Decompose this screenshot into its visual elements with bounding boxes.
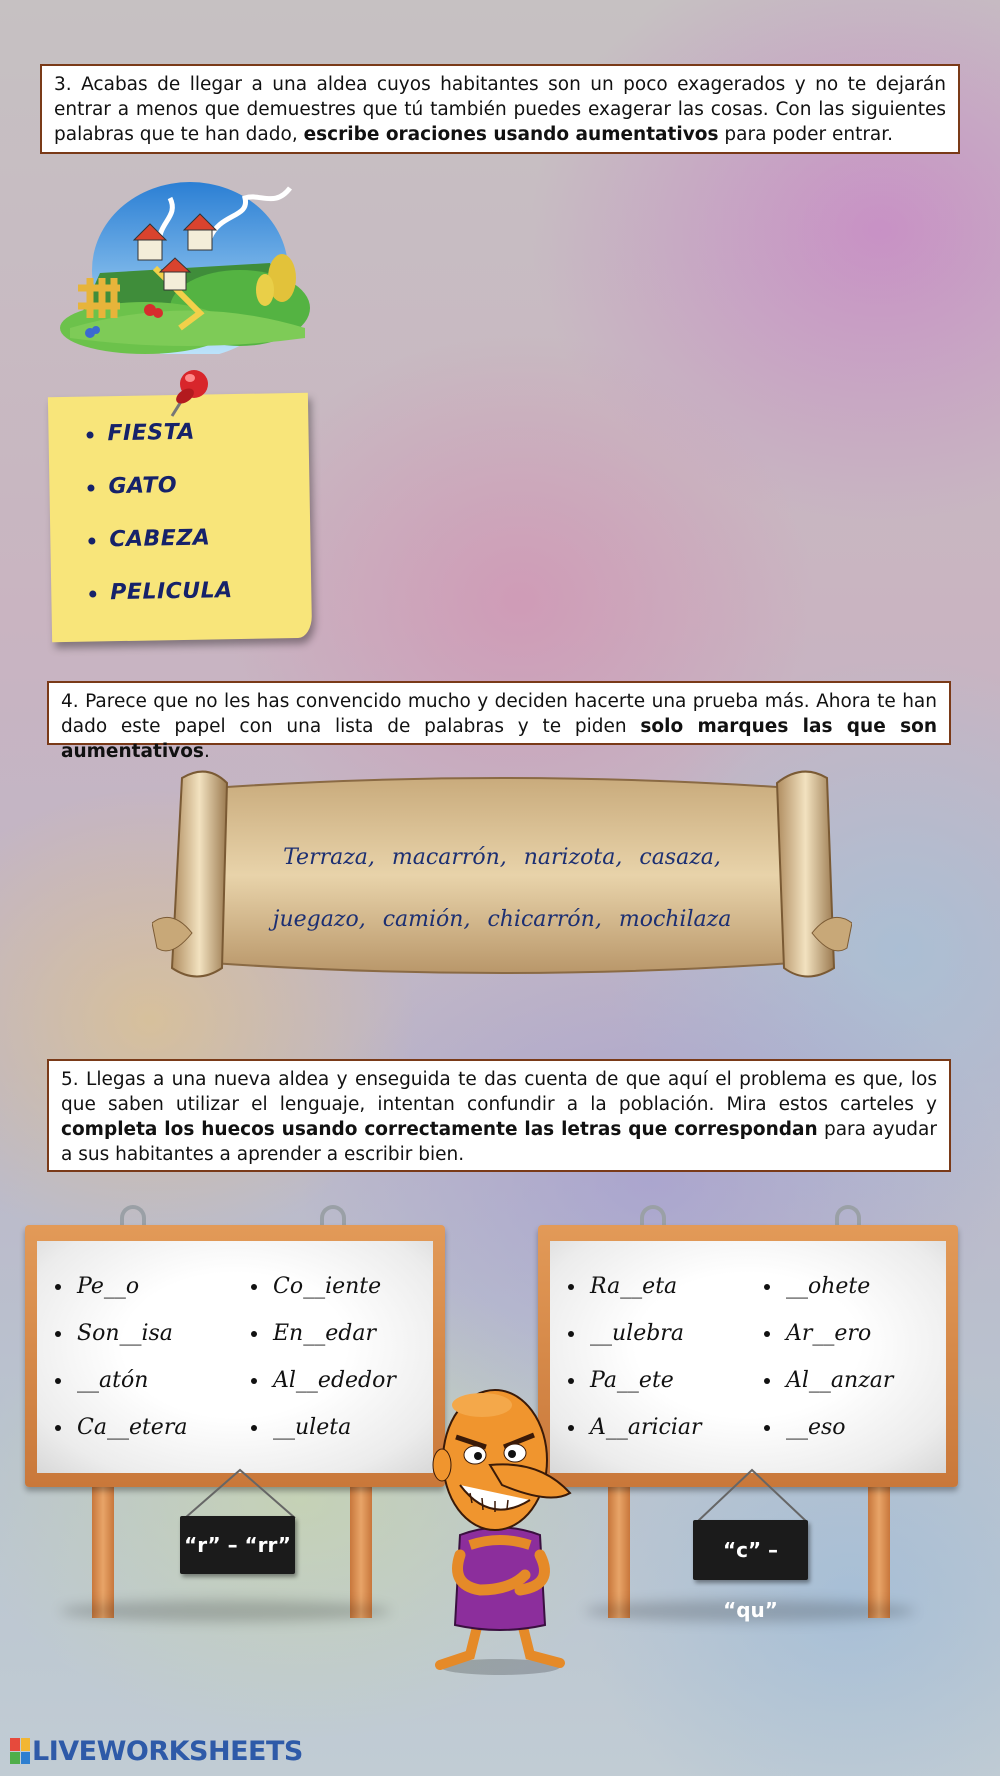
- bullet-icon: [568, 1284, 574, 1290]
- board-shadow: [60, 1600, 390, 1622]
- parchment-scroll: [152, 763, 852, 988]
- bullet-icon: [764, 1284, 770, 1290]
- word-label: Co__iente: [273, 1274, 382, 1299]
- bullet-icon: [568, 1378, 574, 1384]
- bullet-icon: [55, 1378, 61, 1384]
- word-label: A__ariciar: [590, 1415, 702, 1440]
- list-item: [568, 1404, 764, 1451]
- scroll-shape: [152, 763, 852, 988]
- sign-string-icon: [180, 1468, 300, 1520]
- list-item: [86, 415, 309, 472]
- list-item: [55, 1404, 251, 1451]
- bullet-icon: [764, 1331, 770, 1337]
- bullet-icon: [251, 1331, 257, 1337]
- word-label: Al__ededor: [273, 1368, 396, 1393]
- exercise-3-text: 3. Acabas de llegar a una aldea cuyos habitantes son un poco exagerados y no te dejarán entrar a menos que demuestres que tú también puedes exagerar las cosas. Con las siguientes palabras que te han dado,: [54, 74, 946, 145]
- word-label: Son__isa: [77, 1321, 173, 1346]
- bullet-icon: [55, 1284, 61, 1290]
- board-left: [25, 1225, 445, 1487]
- logo-text: LIVEWORKSHEETS: [32, 1735, 303, 1767]
- bullet-icon: [251, 1284, 257, 1290]
- list-item: [568, 1263, 764, 1310]
- list-item: [55, 1357, 251, 1404]
- liveworksheets-logo: [10, 1736, 303, 1766]
- pushpin-icon: [168, 362, 218, 418]
- list-item: [764, 1263, 953, 1310]
- bullet-icon: [764, 1378, 770, 1384]
- word-label: __atón: [77, 1368, 149, 1393]
- board-left-leg: [92, 1480, 114, 1618]
- list-item: [55, 1263, 251, 1310]
- board-left-leg: [350, 1480, 372, 1618]
- list-item: [764, 1310, 953, 1357]
- list-item: [89, 574, 312, 631]
- list-item: [251, 1357, 440, 1404]
- word-label: Pa__ete: [590, 1368, 674, 1393]
- exercise-5-bold-text: completa los huecos usando correctamente las letras que correspondan: [61, 1119, 818, 1140]
- word-label: CABEZA: [109, 525, 211, 553]
- bullet-icon: [251, 1425, 257, 1431]
- word-label: Pe__o: [77, 1274, 140, 1299]
- list-item: [251, 1310, 440, 1357]
- sign-right: “c” – “qu”: [693, 1520, 808, 1580]
- exercise-4-instructions: [47, 681, 951, 762]
- logo-mark-icon: [10, 1738, 30, 1764]
- bullet-icon: [88, 537, 95, 544]
- word-label: __eso: [786, 1415, 846, 1440]
- exercise-5-text-end: para ayudar a sus habitantes a aprender a escribir bien.: [61, 1119, 937, 1165]
- sign-left: “r” – “rr”: [180, 1516, 295, 1574]
- exercise-3-bold-text: escribe oraciones usando aumentativos: [303, 124, 719, 145]
- board-right-words: [568, 1263, 953, 1451]
- exercise-5-text: 5. Llegas a una nueva aldea y enseguida te das cuenta de que aquí el problema es que, los que saben utilizar el lenguaje, intentan confundir a la población. Mira estos carteles y: [61, 1069, 937, 1115]
- board-right-leg: [608, 1480, 630, 1618]
- mischievous-character-illustration: [420, 1385, 590, 1675]
- bullet-icon: [55, 1425, 61, 1431]
- sticky-note-items: [48, 393, 312, 632]
- exercise-4-text: 4. Parece que no les has convencido mucho y deciden hacerte una prueba más. Ahora te han dado este papel con una lista de palabras y te piden: [61, 691, 937, 737]
- exercise-4-bold-text: solo marques las que son aumentativos: [61, 716, 937, 762]
- word-label: __uleta: [273, 1415, 352, 1440]
- word-label: Al__anzar: [786, 1368, 894, 1393]
- word-label: GATO: [108, 473, 178, 500]
- list-item: [568, 1357, 764, 1404]
- word-label: __ohete: [786, 1274, 871, 1299]
- word-label: En__edar: [273, 1321, 376, 1346]
- scroll-line-1: Terraza, macarrón, narizota, casaza,: [283, 845, 721, 870]
- list-item: [568, 1310, 764, 1357]
- bullet-icon: [55, 1331, 61, 1337]
- exercise-3-text-end: para poder entrar.: [718, 124, 894, 145]
- bullet-icon: [86, 431, 93, 438]
- word-label: __ulebra: [590, 1321, 684, 1346]
- board-right: [538, 1225, 958, 1487]
- board-left-words: [55, 1263, 440, 1451]
- bullet-icon: [251, 1378, 257, 1384]
- list-item: [764, 1404, 953, 1451]
- bullet-icon: [568, 1331, 574, 1337]
- exercise-4-text-end: .: [203, 741, 210, 762]
- list-item: [764, 1357, 953, 1404]
- bullet-icon: [89, 590, 96, 597]
- exercise-3-instructions: [40, 64, 960, 154]
- bullet-icon: [764, 1425, 770, 1431]
- village-illustration: [60, 178, 310, 354]
- word-label: FIESTA: [107, 419, 196, 447]
- list-item: [251, 1404, 440, 1451]
- list-item: [251, 1263, 440, 1310]
- word-label: Ca__etera: [77, 1415, 188, 1440]
- word-label: Ar__ero: [786, 1321, 872, 1346]
- word-label: PELICULA: [110, 578, 233, 606]
- list-item: [88, 521, 311, 578]
- sticky-note-word-list: [48, 393, 312, 643]
- list-item: [87, 468, 310, 525]
- word-label: Ra__eta: [590, 1274, 678, 1299]
- scroll-line-2: juegazo, camión, chicarrón, mochilaza: [272, 907, 732, 932]
- exercise-5-instructions: [47, 1059, 951, 1172]
- board-right-leg: [868, 1480, 890, 1618]
- list-item: [55, 1310, 251, 1357]
- bullet-icon: [87, 484, 94, 491]
- sign-string-icon: [692, 1468, 812, 1524]
